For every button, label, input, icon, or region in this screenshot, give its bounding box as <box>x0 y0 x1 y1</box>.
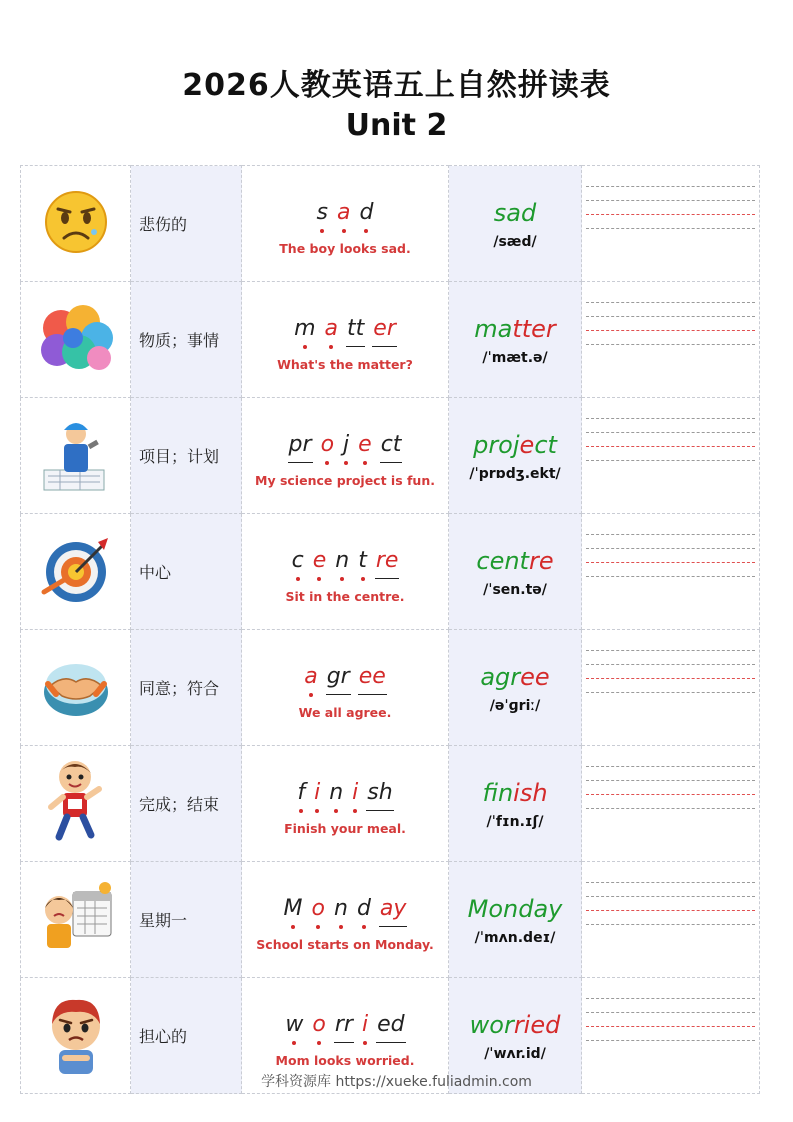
vocabulary-word <box>449 894 581 924</box>
word-part: ish <box>513 778 548 807</box>
guide-line <box>586 548 755 549</box>
runner-icon <box>41 832 111 851</box>
phonics-segment: sh <box>366 780 393 811</box>
table-row <box>21 746 760 862</box>
guide-line <box>586 896 755 897</box>
sad-face-icon <box>36 247 116 266</box>
word-part: fin <box>482 778 514 807</box>
example-sentence: We all agree. <box>298 705 392 720</box>
guide-line <box>586 200 755 201</box>
word-part: sad <box>493 198 537 227</box>
picture-cell <box>21 746 131 862</box>
phonics-segment: ed <box>376 1012 406 1043</box>
word-part: tt <box>512 314 532 343</box>
phonics-segment: s <box>316 200 329 231</box>
vocabulary-word <box>449 314 581 344</box>
guide-line <box>586 186 755 187</box>
picture-cell <box>21 282 131 398</box>
meaning-cell <box>131 746 242 862</box>
chinese-meaning: 中心 <box>139 563 172 582</box>
phonics-segment: a <box>336 200 351 231</box>
phonetic-transcription: /əˈɡriː/ <box>489 697 541 714</box>
word-part: pro <box>473 430 513 459</box>
phonics-cell <box>242 166 449 282</box>
meaning-cell <box>131 862 242 978</box>
phonics-segment: M <box>283 896 304 927</box>
meaning-cell <box>131 398 242 514</box>
chinese-meaning: 担心的 <box>139 1027 188 1046</box>
example-sentence: What's the matter? <box>277 357 413 372</box>
guide-line <box>586 780 755 781</box>
word-cell <box>449 514 582 630</box>
picture-cell <box>21 630 131 746</box>
phonics-segment: e <box>357 432 373 463</box>
word-cell <box>449 746 582 862</box>
phonics-segment: i <box>361 1012 369 1043</box>
word-part: ried <box>513 1010 561 1039</box>
phonics-segment: rr <box>334 1012 354 1043</box>
phonics-segment: tt <box>346 316 365 347</box>
phonics-segment: ay <box>379 896 408 927</box>
guide-line <box>586 432 755 433</box>
vocabulary-word <box>449 430 581 460</box>
word-part: gr <box>495 662 521 691</box>
guide-line <box>586 808 755 809</box>
writing-lines-cell <box>582 630 760 746</box>
vocabulary-word <box>449 778 581 808</box>
guide-line <box>586 460 755 461</box>
writing-lines-cell <box>582 514 760 630</box>
chinese-meaning: 悲伤的 <box>139 215 188 234</box>
guide-line <box>586 418 755 419</box>
guide-line <box>586 998 755 999</box>
phonics-segment: n <box>334 548 350 579</box>
baseline-red-line <box>586 1026 755 1027</box>
phonics-segment: a <box>324 316 339 347</box>
table-row <box>21 166 760 282</box>
phonics-segment: o <box>311 1012 326 1043</box>
phonics-breakdown <box>296 771 393 811</box>
phonics-segment: o <box>311 896 326 927</box>
handwriting-guide <box>582 514 759 629</box>
phonics-segment: f <box>296 780 306 811</box>
phonics-breakdown <box>288 423 403 463</box>
baseline-red-line <box>586 214 755 215</box>
phonics-segment: t <box>357 548 368 579</box>
phonics-segment: o <box>320 432 335 463</box>
guide-line <box>586 650 755 651</box>
phonics-segment: a <box>303 664 318 695</box>
word-part: ct <box>534 430 557 459</box>
guide-line <box>586 344 755 345</box>
phonetic-transcription: /ˈmʌn.deɪ/ <box>474 929 556 946</box>
writing-lines-cell <box>582 166 760 282</box>
phonics-breakdown <box>303 655 387 695</box>
baseline-red-line <box>586 562 755 563</box>
phonics-segment: i <box>351 780 359 811</box>
phonics-segment: e <box>312 548 328 579</box>
guide-line <box>586 302 755 303</box>
word-cell <box>449 862 582 978</box>
vocabulary-word <box>449 198 581 228</box>
guide-line <box>586 692 755 693</box>
phonics-segment: j <box>342 432 350 463</box>
writing-lines-cell <box>582 746 760 862</box>
phonics-segment: w <box>284 1012 304 1043</box>
example-sentence: Mom looks worried. <box>275 1053 415 1068</box>
word-part: wor <box>469 1010 514 1039</box>
phonics-segment: c <box>291 548 305 579</box>
handwriting-guide <box>582 630 759 745</box>
chinese-meaning: 项目；计划 <box>139 447 220 466</box>
writing-lines-cell <box>582 862 760 978</box>
guide-line <box>586 924 755 925</box>
handwriting-guide <box>582 398 759 513</box>
phonetic-transcription: /ˈfɪn.ɪʃ/ <box>486 813 544 830</box>
baseline-red-line <box>586 794 755 795</box>
writing-lines-cell <box>582 282 760 398</box>
word-part: ma <box>474 314 513 343</box>
word-part: cent <box>476 546 529 575</box>
table-row <box>21 398 760 514</box>
table-row <box>21 282 760 398</box>
table-row <box>21 514 760 630</box>
vocabulary-word <box>449 546 581 576</box>
table-row <box>21 630 760 746</box>
example-sentence: Finish your meal. <box>284 821 406 836</box>
writing-lines-cell <box>582 398 760 514</box>
phonics-cell <box>242 746 449 862</box>
handwriting-guide <box>582 862 759 977</box>
phonics-cell <box>242 282 449 398</box>
page-title: 2026人教英语五上自然拼读表 <box>182 68 611 103</box>
guide-line <box>586 664 755 665</box>
phonics-segment: n <box>333 896 349 927</box>
phonics-cell <box>242 514 449 630</box>
phonetic-transcription: /sæd/ <box>493 233 537 250</box>
meaning-cell <box>131 166 242 282</box>
phonics-cell <box>242 630 449 746</box>
picture-cell <box>21 398 131 514</box>
guide-line <box>586 766 755 767</box>
example-sentence: School starts on Monday. <box>256 937 434 952</box>
word-part: e <box>519 430 535 459</box>
baseline-red-line <box>586 910 755 911</box>
picture-cell <box>21 514 131 630</box>
guide-line <box>586 534 755 535</box>
meaning-cell <box>131 282 242 398</box>
phonics-breakdown <box>293 307 397 347</box>
colorful-clouds-icon <box>33 363 119 382</box>
phonics-segment: n <box>328 780 344 811</box>
phonics-segment: d <box>356 896 372 927</box>
handwriting-guide <box>582 282 759 397</box>
word-part: ee <box>520 662 550 691</box>
word-part: a <box>480 662 496 691</box>
engineer-icon <box>36 481 116 500</box>
word-part: er <box>531 314 556 343</box>
word-cell <box>449 166 582 282</box>
picture-cell <box>21 862 131 978</box>
baseline-red-line <box>586 678 755 679</box>
chinese-meaning: 物质；事情 <box>139 331 220 350</box>
footer-source: 学科资源库 https://xueke.fuliadmin.com <box>261 1074 532 1090</box>
example-sentence: Sit in the centre. <box>285 589 405 604</box>
example-sentence: My science project is fun. <box>255 473 435 488</box>
guide-line <box>586 882 755 883</box>
meaning-cell <box>131 514 242 630</box>
vocabulary-word <box>449 1010 581 1040</box>
phonics-segment: pr <box>288 432 313 463</box>
phonics-cell <box>242 862 449 978</box>
guide-line <box>586 1040 755 1041</box>
phonics-cell <box>242 398 449 514</box>
handshake-icon <box>34 709 118 728</box>
handwriting-guide <box>582 746 759 861</box>
word-cell <box>449 282 582 398</box>
phonics-segment: i <box>313 780 321 811</box>
phonics-segment: er <box>372 316 397 347</box>
phonetic-transcription: /ˈsen.tə/ <box>483 581 547 598</box>
table-row <box>21 862 760 978</box>
word-part: j <box>512 430 520 459</box>
word-part: Monday <box>467 894 563 923</box>
example-sentence: The boy looks sad. <box>279 241 411 256</box>
baseline-red-line <box>586 330 755 331</box>
phonics-segment: gr <box>326 664 351 695</box>
meaning-cell <box>131 630 242 746</box>
chinese-meaning: 完成；结束 <box>139 795 220 814</box>
phonics-breakdown <box>291 539 400 579</box>
phonics-breakdown <box>284 1003 405 1043</box>
guide-line <box>586 228 755 229</box>
phonics-segment: d <box>358 200 374 231</box>
phonetic-transcription: /ˈprɒdʒ.ekt/ <box>469 465 561 482</box>
picture-cell <box>21 166 131 282</box>
phonics-table <box>20 165 760 1094</box>
chinese-meaning: 星期一 <box>139 911 188 930</box>
phonetic-transcription: /ˈwʌr.id/ <box>484 1045 546 1062</box>
phonics-segment: re <box>375 548 400 579</box>
word-cell <box>449 630 582 746</box>
chinese-meaning: 同意；符合 <box>139 679 220 698</box>
word-part: re <box>528 546 554 575</box>
phonics-breakdown <box>283 887 408 927</box>
handwriting-guide <box>582 166 759 281</box>
word-cell <box>449 398 582 514</box>
calendar-girl-icon <box>35 943 117 962</box>
phonics-segment: m <box>293 316 316 347</box>
guide-line <box>586 576 755 577</box>
unit-title: Unit 2 <box>345 108 448 143</box>
phonics-segment: ct <box>380 432 403 463</box>
phonics-breakdown <box>316 191 375 231</box>
phonics-segment: ee <box>358 664 387 695</box>
target-icon <box>34 595 118 614</box>
phonetic-transcription: /ˈmæt.ə/ <box>482 349 548 366</box>
vocabulary-word <box>449 662 581 692</box>
guide-line <box>586 1012 755 1013</box>
baseline-red-line <box>586 446 755 447</box>
guide-line <box>586 316 755 317</box>
